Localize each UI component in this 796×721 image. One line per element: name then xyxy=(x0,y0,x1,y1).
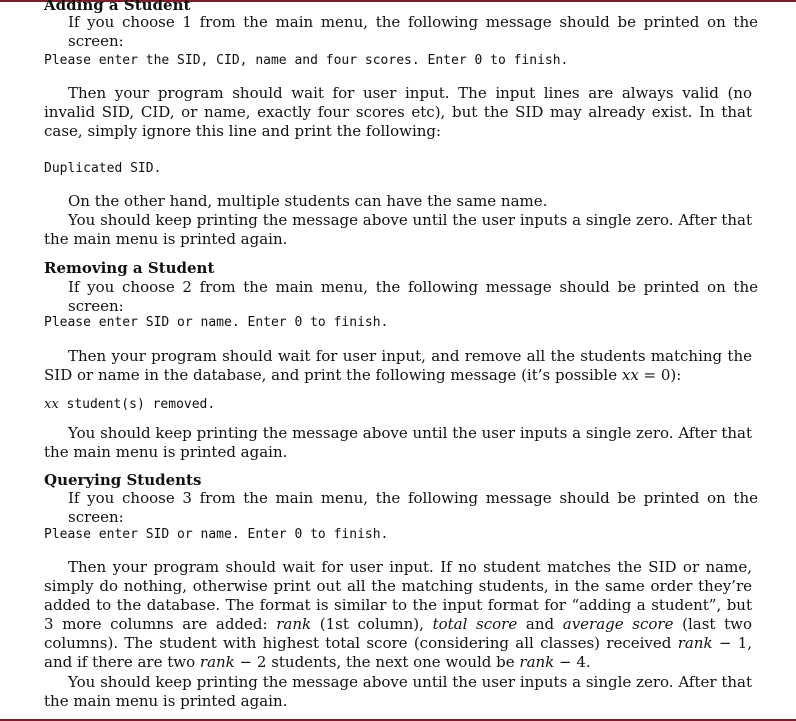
removing-para2: You should keep printing the message above until the user inputs a single zero. After that the main menu is printed again. xyxy=(44,424,752,461)
adding-para1: Then your program should wait for user input. The input lines are always valid (no invalid SID, CID, or name, exactly four scores etc), but the SID may already exist. In that case, simply ignore this line and print the following: xyxy=(44,84,752,140)
querying-prompt-code: Please enter SID or name. Enter 0 to finish. xyxy=(44,527,389,542)
average-score-term: average score xyxy=(562,615,674,633)
heading-querying-students: Querying Students xyxy=(44,471,202,489)
removing-para1-text-b: = 0): xyxy=(638,366,682,384)
querying-para1-text-e: − 1, and if there are two xyxy=(44,634,753,671)
removing-para1 xyxy=(44,347,752,385)
querying-para1 xyxy=(44,558,752,672)
removing-intro: If you choose 2 from the main menu, the following message should be printed on the screen: xyxy=(68,278,758,315)
removing-prompt-code: Please enter SID or name. Enter 0 to finish. xyxy=(44,315,389,330)
adding-para3: You should keep printing the message above until the user inputs a single zero. After that the main menu is printed again. xyxy=(44,211,752,248)
rank-term: rank xyxy=(276,615,312,633)
querying-para1-text-c: and xyxy=(517,615,563,633)
querying-para1-text-d: (last two columns). The student with highest total score (considering all classes) received xyxy=(44,615,752,652)
rank-minus-4-term: rank xyxy=(519,653,555,671)
removing-para1-text-a: Then your program should wait for user input, and remove all the students matching the SID or name in the database, and print the following message (it’s possible xyxy=(44,347,752,384)
removing-para1-var: xx xyxy=(621,366,639,384)
total-score-term: total score xyxy=(432,615,518,633)
heading-removing-student: Removing a Student xyxy=(44,259,215,277)
querying-para1-text-a: Then your program should wait for user input. If no student matches the SID or name, simply do nothing, otherwise print out all the matching students, in the same order they’re added to the database. The format is similar to the input format for “adding a student”, but 3 more columns are added: xyxy=(44,558,752,633)
querying-para1-text-b: (1st column), xyxy=(311,615,433,633)
adding-intro: If you choose 1 from the main menu, the following message should be printed on the screen: xyxy=(68,13,758,50)
adding-para2: On the other hand, multiple students can have the same name. xyxy=(68,192,548,210)
querying-para2: You should keep printing the message above until the user inputs a single zero. After that the main menu is printed again. xyxy=(44,673,752,710)
removed-count-var: xx xyxy=(44,397,59,412)
duplicated-sid-code: Duplicated SID. xyxy=(44,161,162,176)
adding-prompt-code: Please enter the SID, CID, name and four scores. Enter 0 to finish. xyxy=(44,53,569,68)
heading-adding-student: Adding a Student xyxy=(44,0,191,14)
rank-minus-2-term: rank xyxy=(199,653,235,671)
querying-para1-text-g: − 4. xyxy=(554,653,591,671)
removed-count-text: student(s) removed. xyxy=(58,397,216,412)
querying-para1-text-f: − 2 students, the next one would be xyxy=(234,653,520,671)
rank-minus-1-term: rank xyxy=(677,634,713,652)
removed-count-code xyxy=(44,396,215,414)
querying-intro: If you choose 3 from the main menu, the following message should be printed on the screen: xyxy=(68,489,758,526)
